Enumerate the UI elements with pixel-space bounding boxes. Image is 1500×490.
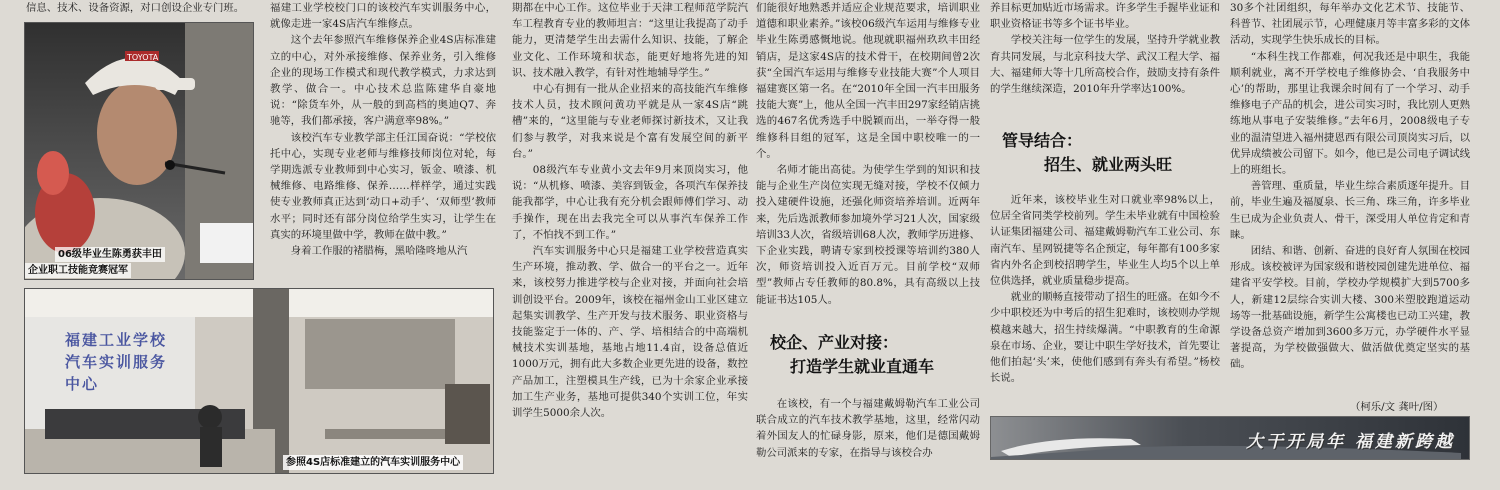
photo-award-winner	[24, 22, 254, 280]
col5-text-lower	[990, 192, 1220, 410]
col4-headline-sub: 打造学生就业直通车	[790, 357, 935, 376]
col4-para1: 们能很好地熟悉并适应企业规范要求，培训职业道德和职业素养。”该校06级汽车运用与维修专业毕业生陈勇感慨地说。他现就职福州玖玖丰田经销店，是这家4S店的技术骨干，在校期间曾2次获“全国汽车运用与维修专业技能大赛”个人项目福建赛区第一名。在“2010年全国一汽丰田服务技能大赛”上，他从全国一汽丰田297家经销店挑选的467名优秀选手中脱颖而出，一举夺得一般维修科目组的冠军，这是全国中职校唯一的一个。	[756, 2, 980, 160]
col5-text-upper	[990, 0, 1220, 112]
bottom-banner	[990, 416, 1470, 460]
col3-para2: 中心有拥有一批从企业招来的高技能汽车维修技术人员，技术顾问黄功平就是从一家4S店“跳槽”来的，“这里能与专业老师探讨新技术，又让我们参与教学，对我来说是个富有发展空间的新平台。”	[512, 83, 748, 160]
cap-logo-text: TOYOTA	[127, 53, 159, 62]
col6-para2: “本科生找工作都难，何况我还是中职生，我能顺利就业，离不开学校电子维修协会、‘自我服务中心’的帮助，那里让我课余时间有了一个学习、动手维修电子产品的机会，进公司实习时，我比别人更熟练地从事电子安装维修。”去年6月，2008级电子专业的温清望进入福州捷恩西有限公司顶岗实习后，以优异成绩被公司留下。如今，他已是公司电子调试线上的班组长。	[1230, 50, 1470, 177]
award-winner-image	[25, 23, 254, 280]
col2-para1: 福建工业学校校门口的该校汽车实训服务中心，就像走进一家4S店汽车维修点。	[270, 2, 496, 31]
col2-para3: 该校汽车专业教学部主任江国奋说：“学校依托中心，实现专业老师与维修技师岗位对轮，每学期选派专业教师到中心实习，钣金、喷漆、机械维修、电路维修、保养……样样学，通过实践使专业教师真正达到‘动口+动手’、‘双师型’教师水平；同时还有部分岗位给学生实习，让学生在真实的环境里做中学，教师在做中教。”	[270, 131, 496, 241]
col4-para3: 在该校，有一个与福建戴姆勒汽车工业公司联合成立的汽车技术教学基地，这里，经常闪动着外国友人的忙碌身影，原来，他们是德国戴姆勒公司派来的专家，在指导与该校合办	[756, 398, 980, 459]
col1-top-line: 信息、技术、设备资源，对口创设企业专门班。	[26, 2, 245, 14]
article-credit: （柯乐/文 龚叶/图）	[1350, 401, 1444, 413]
col5-para1: 养目标更加贴近市场需求。许多学生手握毕业证和职业资格证书等多个证书毕业。	[990, 2, 1220, 31]
col4-headline-main: 校企、产业对接：	[770, 333, 899, 352]
col3-para1: 期都在中心工作。这位毕业于天津工程师范学院汽车工程教育专业的教师坦言：“这里让我提高了动手能力，更清楚学生出去需什么知识、技能，了解企业文化、工作环境和状态，能更好地将先进的知识、技术融入教学，有针对性地辅导学生。”	[512, 2, 748, 79]
photo1-caption-line2: 企业职工技能竞赛冠军	[25, 263, 131, 278]
col5-para4: 就业的顺畅直接带动了招生的旺盛。在如今不少中职校还为中考后的招生犯难时，该校则办学规模越来越大，招生持续爆满。“中职教育的生命源泉在市场、企业，要让中职生学好技术，首先要让他们拍起‘头’来，使他们感到有奔头有希望。”杨校长说。	[990, 291, 1220, 385]
photo1-caption-line1: 06级毕业生陈勇获丰田	[55, 247, 165, 262]
col5-headline-sub: 招生、就业两头旺	[1044, 155, 1173, 174]
banner-slogan: 大干开局年 福建新跨越	[1246, 432, 1455, 452]
col3-para4: 汽车实训服务中心只是福建工业学校营造真实生产环境，推动教、学、做合一的平台之一。近年来，该校努力推进学校与企业对接，并面向社会培训创设平台。2009年，该校在福州金山工业区建立起集实训教学、生产开发与技术服务、职业资格与技能鉴定于一体的、产、学、培相结合的中高端机械技术实训基地，基地占地11.4亩，设备总值近1000万元，拥有此大多数企业更先进的设备，数控产品加工，注塑模具生产线，已为十余家企业承接加工生产业务，基地可提供340个实训工位，年实训学生5000余人次。	[512, 245, 748, 420]
col5-para3: 近年来，该校毕业生对口就业率98%以上，位居全省同类学校前列。学生未毕业就有中国检验认证集团福建公司、福建戴姆勒汽车工业公司、东南汽车、星网锐捷等名企预定，每年都有100多家省内外名企到校招聘学生，毕业生人均5个以上单位供选择，就业质量稳步提高。	[990, 194, 1220, 288]
col3-text	[512, 0, 748, 470]
col5-para2: 学校关注每一位学生的发展，坚持升学就业教育共同发展，与北京科技大学、武汉工程大学、福大、福建师大等十几所高校合作，鼓励支持有条件的学生继续深造，2010年升学率达100%。	[990, 34, 1220, 96]
col4-text-upper	[756, 0, 980, 314]
photo-training-center	[24, 288, 494, 474]
col1-top-text	[26, 0, 266, 20]
center-wall-sign: 福建工业学校 汽车实训服务中心	[65, 331, 168, 393]
col6-para3: 善管理、重质量，毕业生综合素质逐年提升。目前，毕业生遍及福厦泉、长三角、珠三角，许多毕业生已成为企业负责人、骨干，深受用人单位肯定和青睐。	[1230, 180, 1470, 241]
col4-text-lower	[756, 396, 980, 472]
col6-text	[1230, 0, 1470, 396]
col2-para2: 这个去年参照汽车维修保养企业4S店标准建立的中心，对外承接维修、保养业务，引入维修企业的现场工作模式和现代教学模式，力求达到教学、做合一。中心技术总监陈建华自豪地说：“除货车外，从一般的到高档的奥迪Q7、奔驰等，我们都承接，客户满意率98%。”	[270, 34, 496, 128]
col6-para1: 30多个社团组织，每年举办文化艺术节、技能节、科普节、社团展示节，心理健康月等丰富多彩的文体活动，实现学生快乐成长的目标。	[1230, 2, 1470, 47]
col6-para4: 团结、和谐、创新、奋进的良好育人氛围在校园形成。该校被评为国家级和谐校园创建先进单位、福建省平安学校。目前，学校办学规模扩大到5700多人，新建12层综合实训大楼、300米塑胶跑道运动场等一批基础设施，新学生公寓楼也已动工兴建，教学设备总资产增加到3600多万元，办学硬件水平显著提高，为学校做强做大、做活做优奠定坚实的基础。	[1230, 245, 1470, 371]
col2-para4: 身着工作服的褚腊梅，黑哈隆咚地从汽	[290, 245, 468, 258]
col3-para3: 08级汽车专业黄小文去年9月来顶岗实习，他说：“从机修、喷漆、美容到钣金，各项汽车保养技能我都学，中心让我有充分机会跟师傅们学习、动手操作，现在出去我完全可以从事汽车保养工作了，不怕找不到工作。”	[512, 164, 748, 241]
col2-text	[270, 0, 496, 284]
col5-headline-main: 管导结合：	[1002, 131, 1083, 150]
col4-para2: 名师才能出高徒。为使学生学到的知识和技能与企业生产岗位实现无缝对接，学校不仅倾力投入建硬件设施，还强化师资培养培训。近两年来，先后选派教师参加境外学习21人次，国家级培训33人次，省级培训68人次，教师学历进修、下企业实践，聘请专家到校授课等培训约380人次，师资培训投入近百万元。目前学校“双师型”教师占专任教师的80.8%，具有高级以上技能证书达105人。	[756, 164, 980, 306]
photo2-caption: 参照4S店标准建立的汽车实训服务中心	[283, 455, 463, 470]
